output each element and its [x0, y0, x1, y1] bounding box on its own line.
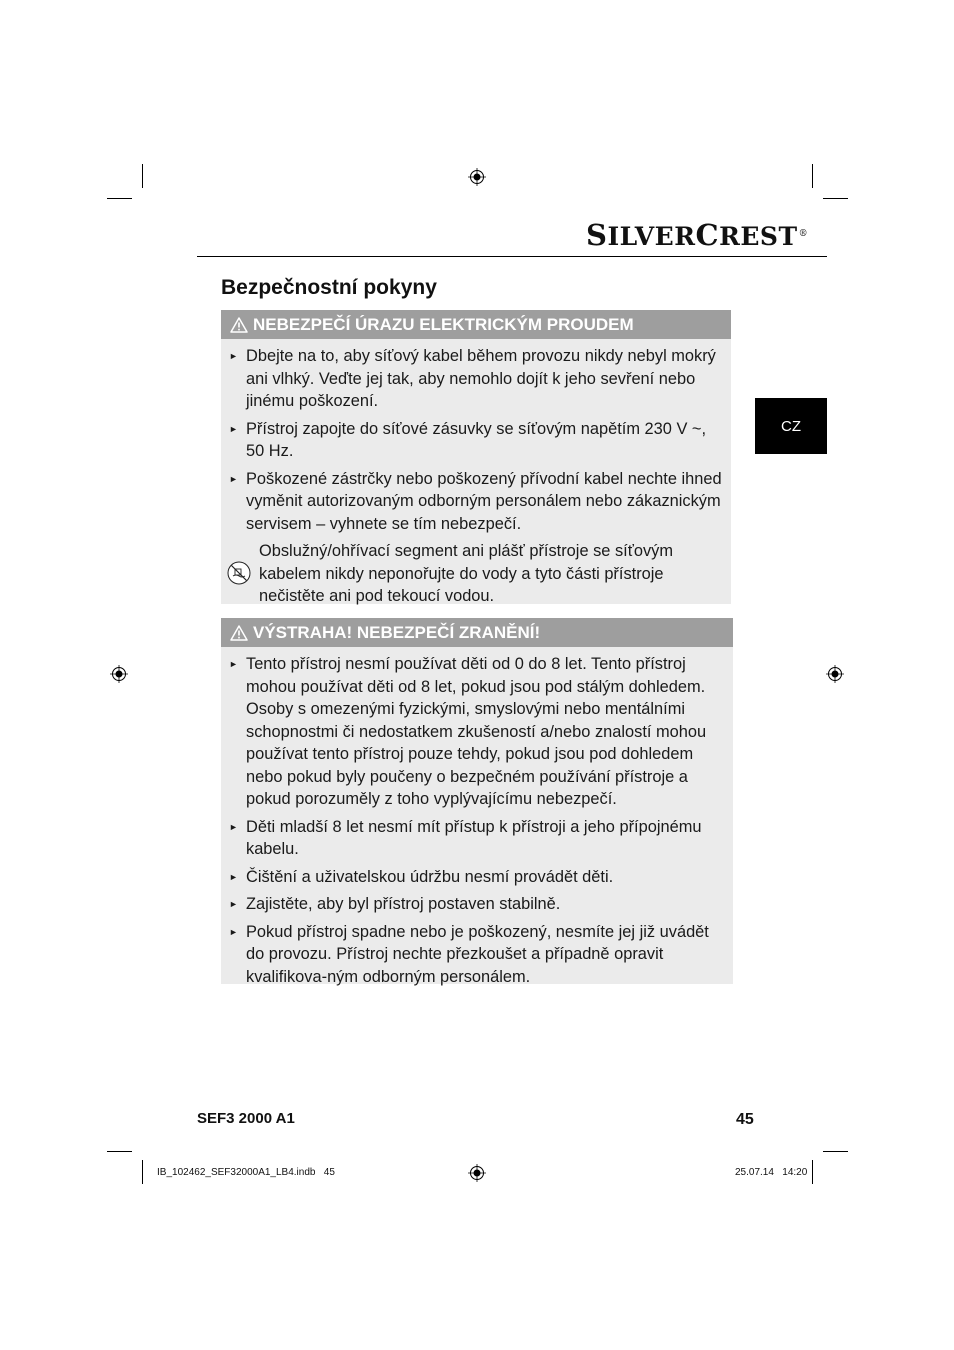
list-item: ► Poškozené zástrčky nebo poškozený přívodní kabel nechte ihned vyměnit autorizovaným odborným personálem nebo zákaznickým servisem – vyhnete se tím nebezpečí. [229, 468, 725, 536]
registration-mark-icon [826, 665, 844, 683]
brand-logo: SILVERCREST® [586, 218, 809, 252]
crop-mark [823, 1151, 848, 1152]
no-water-immersion-icon [227, 561, 251, 585]
bullet-list [221, 647, 733, 988]
print-slug-file: IB_102462_SEF32000A1_LB4.indb 45 [157, 1167, 335, 1178]
bullet-list [221, 339, 731, 535]
list-item: ► Děti mladší 8 let nesmí mít přístup k přístroji a jeho přípojnému kabelu. [229, 816, 727, 861]
list-item: ► Čištění a uživatelskou údržbu nesmí provádět děti. [229, 866, 727, 889]
section-heading-text: VÝSTRAHA! NEBEZPEČÍ ZRANĚNÍ! [253, 622, 541, 642]
list-item: ► Přístroj zapojte do síťové zásuvky se síťovým napětím 230 V ~, 50 Hz. [229, 418, 725, 463]
crop-mark [812, 1160, 813, 1184]
crop-mark [107, 1151, 132, 1152]
header-rule [197, 256, 827, 257]
note-text: Obslužný/ohřívací segment ani plášť přístroje se síťovým kabelem nikdy neponořujte do vody a tyto části přístroje nečistěte ani pod tekoucí vodou. [259, 542, 674, 605]
warning-triangle-icon [230, 317, 248, 333]
section-heading [221, 310, 731, 339]
warning-triangle-icon [230, 625, 248, 641]
model-number: SEF3 2000 A1 [197, 1110, 295, 1127]
section-heading [221, 618, 733, 647]
list-item: ► Dbejte na to, aby síťový kabel během provozu nikdy nebyl mokrý ani vlhký. Veďte jej tak, aby nemohlo dojít k jeho sevření nebo jinému poškození. [229, 345, 725, 413]
registration-mark-icon [468, 168, 486, 186]
crop-mark [142, 1160, 143, 1184]
registration-mark-icon [468, 1164, 486, 1182]
list-item: ► Zajistěte, aby byl přístroj postaven stabilně. [229, 893, 727, 916]
injury-warning-box [221, 618, 733, 984]
list-item: ► Pokud přístroj spadne nebo je poškozený, nesmíte jej již uvádět do provozu. Přístroj nechte přezkoušet a případně opravit kvalifikova-ným odborným personálem. [229, 921, 727, 989]
crop-mark [107, 198, 132, 199]
section-heading-text: NEBEZPEČÍ ÚRAZU ELEKTRICKÝM PROUDEM [253, 314, 634, 334]
immersion-note [221, 540, 725, 608]
crop-mark [142, 164, 143, 188]
crop-mark [823, 198, 848, 199]
page-number: 45 [736, 1111, 754, 1128]
print-slug-date: 25.07.14 14:20 [735, 1167, 808, 1178]
crop-mark [812, 164, 813, 188]
electric-shock-warning-box [221, 310, 731, 604]
registration-mark-icon [110, 665, 128, 683]
language-tab: CZ [755, 398, 827, 454]
page-title: Bezpečnostní pokyny [221, 276, 437, 299]
list-item: ► Tento přístroj nesmí používat děti od 0 do 8 let. Tento přístroj mohou používat děti od 8 let, pokud jsou pod stálým dohledem. Osoby s omezenými fyzickými, smyslovými nebo mentálními schopnostmi či nedostatkem zkušeností a/nebo znalostí mohou používat tento přístroj pouze tehdy, pokud jsou pod dohledem nebo pokud byly poučeny o bezpečném používání přístroje a pokud porozuměly z toho vyplývajícímu nebezpečí. [229, 653, 727, 811]
